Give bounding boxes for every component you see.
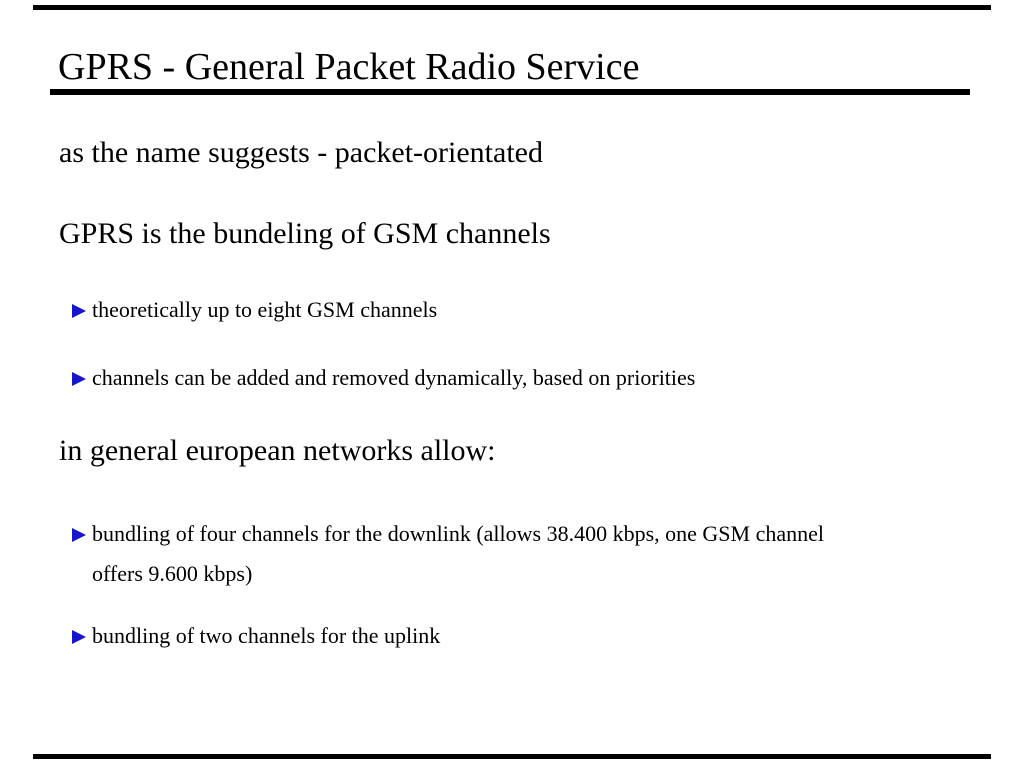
bullet-triangle-icon [72,630,86,644]
bullet-triangle-icon [72,372,86,386]
statement-bundling-of-gsm-channels: GPRS is the bundeling of GSM channels [59,217,551,250]
bullet-triangle-icon [72,528,86,542]
bullet-line-2: offers 9.600 kbps) [92,561,253,586]
slide-title: GPRS - General Packet Radio Service [58,46,640,88]
bullet-item-dynamic-channels: channels can be added and removed dynamically, based on priorities [92,365,696,390]
bullet-item-downlink-bundling [92,514,824,594]
bullet-item-eight-channels: theoretically up to eight GSM channels [92,297,438,322]
statement-packet-orientated: as the name suggests - packet-orientated [59,136,543,169]
bullet-line-1: bundling of four channels for the downlink (allows 38.400 kbps, one GSM channel [92,521,824,546]
title-underline [50,89,970,95]
bullet-item-uplink-bundling: bundling of two channels for the uplink [92,623,441,648]
top-border-rule [33,5,991,10]
statement-european-networks: in general european networks allow: [59,434,496,467]
bottom-border-rule [33,754,991,759]
bullet-triangle-icon [72,304,86,318]
